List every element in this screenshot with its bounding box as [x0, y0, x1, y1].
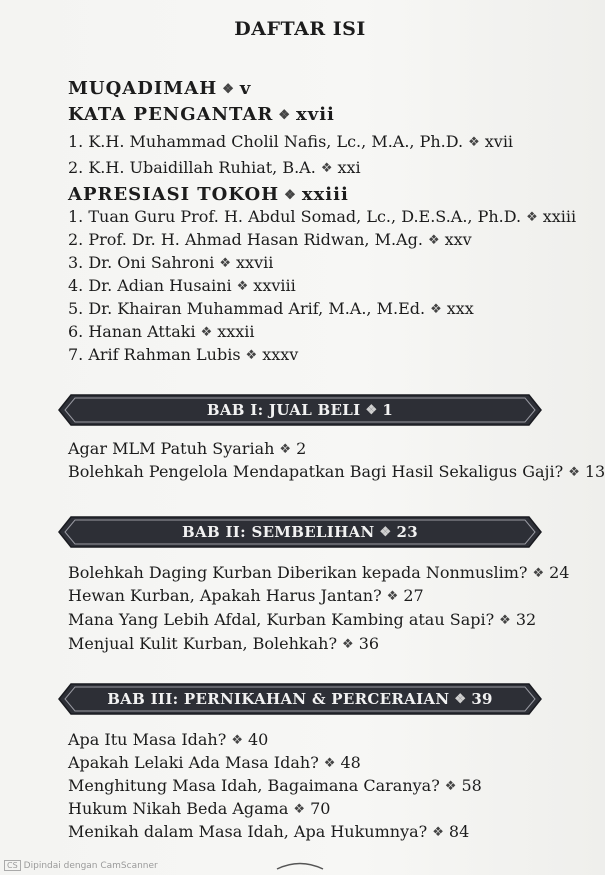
entry-label: 4. Dr. Adian Husaini	[68, 276, 232, 295]
ornament-icon: ❖	[231, 733, 243, 748]
entry-label: Menikah dalam Masa Idah, Apa Hukumnya?	[68, 822, 428, 841]
toc-entry	[68, 753, 361, 772]
ornament-icon: ❖	[430, 302, 442, 317]
toc-entry	[68, 253, 273, 272]
toc-entry	[68, 586, 424, 605]
chapter-title	[57, 515, 543, 549]
toc-entry	[68, 776, 482, 795]
entry-label: 5. Dr. Khairan Muhammad Arif, M.A., M.Ed.	[68, 299, 426, 318]
page-number: v	[239, 78, 252, 99]
page-number: xxiii	[301, 184, 349, 205]
toc-heading-muqadimah	[68, 78, 251, 99]
chapter-label: BAB III: PERNIKAHAN & PERCERAIAN	[107, 690, 450, 708]
toc-entry	[68, 132, 513, 151]
toc-entry	[68, 345, 298, 364]
entry-label: Mana Yang Lebih Afdal, Kurban Kambing atau Sapi?	[68, 610, 495, 629]
heading-label: MUQADIMAH	[68, 78, 218, 99]
entry-label: 1. K.H. Muhammad Cholil Nafis, Lc., M.A., Ph.D.	[68, 132, 464, 151]
page-number: 32	[515, 610, 537, 629]
page-number: 70	[310, 799, 331, 818]
page-number: 1	[382, 401, 394, 419]
toc-entry	[68, 299, 474, 318]
entry-label: Agar MLM Patuh Syariah	[68, 439, 275, 458]
ornament-icon: ❖	[379, 525, 392, 540]
ornament-icon: ❖	[365, 403, 378, 418]
ornament-icon: ❖	[293, 802, 306, 817]
page-number: 36	[358, 634, 380, 653]
toc-entry	[68, 563, 569, 582]
heading-label: KATA PENGANTAR	[68, 104, 274, 125]
entry-label: 3. Dr. Oni Sahroni	[68, 253, 215, 272]
chapter-banner-bab-1	[57, 393, 543, 427]
entry-label: 6. Hanan Attaki	[68, 322, 196, 341]
toc-entry	[68, 230, 472, 249]
ornament-icon: ❖	[284, 188, 297, 203]
ornament-icon: ❖	[526, 210, 538, 225]
ornament-icon: ❖	[342, 637, 354, 652]
ornament-icon: ❖	[444, 779, 457, 794]
camscanner-logo-icon: CS	[4, 860, 21, 871]
entry-label: Menjual Kulit Kurban, Bolehkah?	[68, 634, 338, 653]
page-number: xvii	[484, 132, 514, 151]
toc-entry	[68, 207, 576, 226]
ornament-icon: ❖	[386, 589, 399, 604]
chapter-label: BAB I: JUAL BELI	[206, 401, 361, 419]
ornament-icon: ❖	[222, 82, 235, 97]
ornament-icon: ❖	[278, 108, 292, 123]
toc-heading-apresiasi	[68, 184, 349, 205]
entry-label: Menghitung Masa Idah, Bagaimana Caranya?	[68, 776, 440, 795]
ornament-icon: ❖	[236, 279, 249, 294]
ornament-icon: ❖	[532, 566, 545, 581]
ornament-icon: ❖	[568, 465, 580, 480]
ornament-icon: ❖	[432, 825, 444, 840]
chapter-title	[57, 682, 543, 716]
page-number: 23	[396, 523, 418, 541]
entry-label: 2. Prof. Dr. H. Ahmad Hasan Ridwan, M.Ag.	[68, 230, 423, 249]
page-number: xxviii	[253, 276, 296, 295]
page-number: xxxv	[262, 345, 299, 364]
ornament-icon: ❖	[323, 756, 336, 771]
ornament-icon: ❖	[468, 135, 480, 150]
toc-entry	[68, 439, 306, 458]
entry-label: 2. K.H. Ubaidillah Ruhiat, B.A.	[68, 158, 316, 177]
entry-label: Bolehkah Daging Kurban Diberikan kepada Nonmuslim?	[68, 563, 528, 582]
ornament-icon: ❖	[454, 692, 467, 707]
entry-label: Hewan Kurban, Apakah Harus Jantan?	[68, 586, 382, 605]
toc-entry	[68, 322, 255, 341]
page-number: 27	[403, 586, 424, 605]
page-number: 24	[549, 563, 570, 582]
ornament-icon: ❖	[499, 613, 511, 628]
page-number: xvii	[296, 104, 335, 125]
ornament-icon: ❖	[219, 256, 232, 271]
page-number: 58	[461, 776, 482, 795]
page-number: 40	[247, 730, 269, 749]
page-number: xxvii	[236, 253, 274, 272]
toc-entry	[68, 799, 330, 818]
page-number: 48	[340, 753, 361, 772]
toc-entry	[68, 462, 605, 481]
page-number: xxxii	[217, 322, 255, 341]
chapter-label: BAB II: SEMBELIHAN	[182, 523, 375, 541]
scanner-watermark	[4, 860, 158, 871]
entry-label: Apakah Lelaki Ada Masa Idah?	[68, 753, 319, 772]
entry-label: 7. Arif Rahman Lubis	[68, 345, 241, 364]
toc-entry	[68, 730, 268, 749]
chapter-title	[57, 393, 543, 427]
ornament-icon: ❖	[200, 325, 213, 340]
page-number: xxi	[337, 158, 361, 177]
entry-label: Hukum Nikah Beda Agama	[68, 799, 289, 818]
page-number: 13	[584, 462, 605, 481]
page-number: xxv	[444, 230, 472, 249]
entry-label: Bolehkah Pengelola Mendapatkan Bagi Hasil Sekaligus Gaji?	[68, 462, 564, 481]
toc-entry	[68, 158, 361, 177]
toc-entry	[68, 822, 469, 841]
entry-label: Apa Itu Masa Idah?	[68, 730, 227, 749]
ornament-icon: ❖	[427, 233, 440, 248]
bottom-ornament-icon	[275, 860, 325, 870]
ornament-icon: ❖	[320, 161, 333, 176]
page-number: 39	[471, 690, 493, 708]
page-number: xxiii	[542, 207, 577, 226]
page-number: 2	[296, 439, 307, 458]
chapter-banner-bab-2	[57, 515, 543, 549]
toc-entry	[68, 610, 536, 629]
page-number: xxx	[446, 299, 474, 318]
ornament-icon: ❖	[279, 442, 292, 457]
ornament-icon: ❖	[245, 348, 258, 363]
entry-label: 1. Tuan Guru Prof. H. Abdul Somad, Lc., D.E.S.A., Ph.D.	[68, 207, 522, 226]
page-title: DAFTAR ISI	[234, 18, 366, 40]
toc-entry	[68, 276, 296, 295]
toc-entry	[68, 634, 379, 653]
toc-heading-kata-pengantar	[68, 104, 335, 125]
heading-label: APRESIASI TOKOH	[68, 184, 280, 205]
chapter-banner-bab-3	[57, 682, 543, 716]
watermark-text: Dipindai dengan CamScanner	[23, 861, 158, 871]
page-number: 84	[448, 822, 470, 841]
